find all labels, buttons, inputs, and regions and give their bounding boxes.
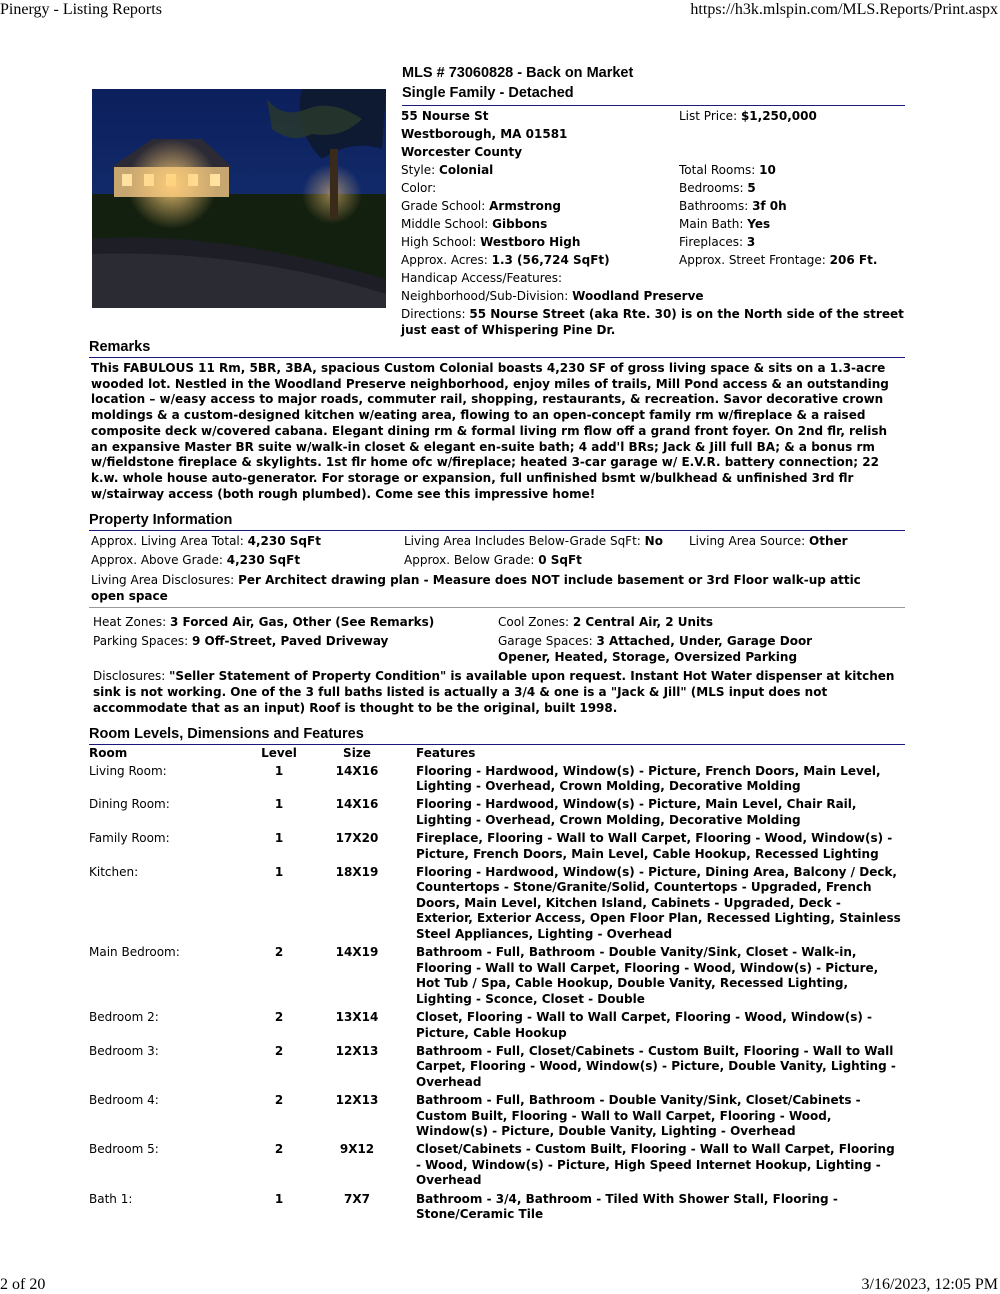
table-row xyxy=(89,1192,901,1226)
room-level: 1 xyxy=(274,864,284,879)
living-total-value: 4,230 SqFt xyxy=(247,534,321,548)
address-city: Westborough, MA 01581 xyxy=(401,127,568,141)
grade-school-label: Grade School: xyxy=(401,199,486,213)
fireplaces-value: 3 xyxy=(746,235,756,249)
total-rooms-value: 10 xyxy=(759,163,776,177)
neighborhood-label: Neighborhood/Sub-Division: xyxy=(401,289,569,303)
room-col-header: Room xyxy=(89,746,128,760)
room-name: Bedroom 4: xyxy=(89,1092,159,1107)
above-grade xyxy=(91,552,300,568)
room-size: 12X13 xyxy=(335,1092,379,1107)
acres-value: 1.3 (56,724 SqFt) xyxy=(491,253,610,267)
room-features: Flooring - Hardwood, Window(s) - Picture, Dining Area, Balcony / Deck, Countertops - Stone/Granite/Solid, Countertops - Upgraded, French Doors, Main Level, Kitchen Island, Cabinets - Upgraded, Deck - Exterior, Exterior Access, Open Floor Plan, Recessed Lighting, Stainless Steel Appliances, Lighting - Overhead xyxy=(416,864,901,942)
table-row xyxy=(89,1044,901,1093)
room-level: 2 xyxy=(274,1092,284,1107)
remarks-text: This FABULOUS 11 Rm, 5BR, 3BA, spacious Custom Colonial boasts 4,230 SF of gross living space & sits on a 1.3-acre wooded lot. Nestled in the Woodland Preserve neighborhood, enjoy miles of trails, Mill Pond access & an outstanding location – w/easy access to major roads, commuter rail, shopping, restaurants, & recreation. Savor decorative crown moldings & a custom-designed kitchen w/eating area, flowing to an open-concept family rm w/fireplace & a raised composite deck w/covered cabana. Elegant dining rm & formal living rm flow off a grand front foyer. On 2nd flr, relish an expansive Master BR suite w/walk-in closet & elegant en-suite bath; 4 add'l BRs; Jack & Jill full BA; & a bonus rm w/fieldstone fireplace & skylights. 1st flr home ofc w/fireplace; heated 3-car garage w/ E.V.R. battery connection; 22 k.w. whole house auto-generator. For storage or expansion, full unfinished bsmt w/bulkhead & unfinished 3rd flr w/stairway access (both rough plumbed). Come see this impressive home! xyxy=(91,361,889,501)
source-value: Other xyxy=(809,534,848,548)
rooms-title: Room Levels, Dimensions and Features xyxy=(89,726,905,745)
address-county: Worcester County xyxy=(401,145,523,159)
table-row xyxy=(89,831,901,865)
below-grade xyxy=(404,552,582,568)
above-grade-value: 4,230 SqFt xyxy=(226,553,301,567)
property-info-title: Property Information xyxy=(89,512,905,531)
style-value: Colonial xyxy=(439,163,494,177)
room-features: Bathroom - Full, Closet/Cabinets - Custom Built, Flooring - Wall to Wall Carpet, Flooring - Wood, Window(s) - Picture, Double Vanity, Lighting - Overhead xyxy=(416,1043,896,1089)
below-grade-incl-label: Living Area Includes Below-Grade SqFt: xyxy=(404,534,641,548)
room-size: 17X20 xyxy=(335,830,379,845)
address-street: 55 Nourse St xyxy=(401,109,489,123)
room-name: Living Room: xyxy=(89,763,167,778)
living-area-disclosures xyxy=(91,572,881,604)
below-grade-included xyxy=(404,533,663,549)
property-photo xyxy=(92,89,386,308)
room-size: 12X13 xyxy=(335,1043,379,1058)
disclosures-la-label: Living Area Disclosures: xyxy=(91,573,235,587)
table-row xyxy=(89,1093,901,1142)
room-name: Bedroom 2: xyxy=(89,1010,159,1024)
print-header-url: https://h3k.mlspin.com/MLS.Reports/Print.aspx xyxy=(690,1,998,18)
mls-number-status: MLS # 73060828 - Back on Market xyxy=(402,65,634,81)
table-row xyxy=(89,865,901,945)
room-features: Bathroom - 3/4, Bathroom - Tiled With Shower Stall, Flooring - Stone/Ceramic Tile xyxy=(416,1191,838,1222)
property-type: Single Family - Detached xyxy=(402,85,574,101)
room-name: Kitchen: xyxy=(89,864,139,879)
listing-details xyxy=(401,107,905,338)
room-level: 1 xyxy=(274,797,284,812)
heat-value: 3 Forced Air, Gas, Other (See Remarks) xyxy=(169,615,435,629)
page-number: 2 of 20 xyxy=(0,1276,46,1293)
middle-school-value: Gibbons xyxy=(492,217,548,231)
table-row xyxy=(89,764,901,798)
room-size: 14X19 xyxy=(335,945,379,960)
room-level: 2 xyxy=(274,1010,284,1024)
room-features: Closet, Flooring - Wall to Wall Carpet, Flooring - Wood, Window(s) - Picture, Cable Hookup xyxy=(416,1010,873,1040)
bathrooms-value: 3f 0h xyxy=(752,199,787,213)
parking-label: Parking Spaces: xyxy=(93,634,189,648)
list-price-label: List Price: xyxy=(679,109,738,123)
table-row xyxy=(89,1010,901,1044)
rooms-table xyxy=(89,746,901,1225)
garage-value: 3 Attached, Under, Garage Door Opener, Heated, Storage, Oversized Parking xyxy=(498,634,813,664)
room-level: 1 xyxy=(274,763,284,778)
room-size: 14X16 xyxy=(335,763,379,778)
cool-zones xyxy=(498,614,713,630)
grade-school-value: Armstrong xyxy=(489,199,561,213)
parking-spaces xyxy=(93,633,388,649)
living-area-source xyxy=(689,533,848,549)
neighborhood-value: Woodland Preserve xyxy=(572,289,704,303)
parking-value: 9 Off-Street, Paved Driveway xyxy=(192,634,389,648)
room-features: Bathroom - Full, Bathroom - Double Vanity/Sink, Closet/Cabinets - Custom Built, Flooring - Wall to Wall Carpet, Flooring - Wood, Window(s) - Picture, Double Vanity, Lighting - Overhead xyxy=(416,1092,861,1139)
divider xyxy=(89,607,905,608)
disclosures-label: Disclosures: xyxy=(93,669,166,683)
room-name: Dining Room: xyxy=(89,797,170,812)
color-label: Color: xyxy=(401,181,437,195)
room-features: Bathroom - Full, Bathroom - Double Vanity/Sink, Closet - Walk-in, Flooring - Wall to Wall Carpet, Flooring - Wood, Window(s) - Picture, Hot Tub / Spa, Cable Hookup, Double Vanity, Recessed Lighting, Lighting - Sconce, Closet - Double xyxy=(416,945,879,1006)
room-name: Bath 1: xyxy=(89,1191,133,1206)
bathrooms-label: Bathrooms: xyxy=(679,199,749,213)
room-level: 2 xyxy=(274,945,284,960)
below-grade-label: Approx. Below Grade: xyxy=(404,553,535,567)
heat-label: Heat Zones: xyxy=(93,615,167,629)
frontage-label: Approx. Street Frontage: xyxy=(679,253,826,267)
room-name: Main Bedroom: xyxy=(89,945,180,960)
high-school-value: Westboro High xyxy=(480,235,581,249)
living-total-label: Approx. Living Area Total: xyxy=(91,534,244,548)
fireplaces-label: Fireplaces: xyxy=(679,235,743,249)
listing-title xyxy=(402,63,905,106)
living-area-total xyxy=(91,533,403,549)
garage-spaces xyxy=(498,633,868,665)
size-col-header: Size xyxy=(343,746,371,760)
acres-label: Approx. Acres: xyxy=(401,253,488,267)
bedrooms-label: Bedrooms: xyxy=(679,181,744,195)
directions-value: 55 Nourse Street (aka Rte. 30) is on the North side of the street just east of Whispering Pine Dr. xyxy=(401,307,904,337)
room-size: 13X14 xyxy=(335,1010,379,1024)
garage-label: Garage Spaces: xyxy=(498,634,593,648)
remarks-title: Remarks xyxy=(89,339,905,358)
room-size: 14X16 xyxy=(335,797,379,812)
room-name: Family Room: xyxy=(89,830,170,845)
room-level: 1 xyxy=(274,830,284,845)
main-bath-label: Main Bath: xyxy=(679,217,744,231)
above-grade-label: Approx. Above Grade: xyxy=(91,553,223,567)
room-level: 2 xyxy=(274,1142,284,1157)
cool-label: Cool Zones: xyxy=(498,615,570,629)
bedrooms-value: 5 xyxy=(747,181,756,195)
room-size: 9X12 xyxy=(339,1142,375,1157)
below-grade-value: 0 SqFt xyxy=(538,553,582,567)
room-features: Closet/Cabinets - Custom Built, Flooring - Wall to Wall Carpet, Flooring - Wood, Window(s) - Picture, High Speed Internet Hookup, Lighting - Overhead xyxy=(416,1142,895,1188)
source-label: Living Area Source: xyxy=(689,534,806,548)
table-row xyxy=(89,1142,901,1191)
room-size: 18X19 xyxy=(335,864,379,879)
style-label: Style: xyxy=(401,163,436,177)
room-level: 2 xyxy=(274,1043,284,1058)
table-row xyxy=(89,797,901,831)
disclosures-la-value: Per Architect drawing plan - Measure does NOT include basement or 3rd Floor walk-up attic open space xyxy=(91,573,861,603)
room-features: Flooring - Hardwood, Window(s) - Picture, French Doors, Main Level, Lighting - Overhead, Crown Molding, Decorative Molding xyxy=(416,763,881,794)
table-row xyxy=(89,945,901,1010)
high-school-label: High School: xyxy=(401,235,477,249)
room-name: Bedroom 5: xyxy=(89,1142,159,1157)
level-col-header: Level xyxy=(261,746,297,760)
handicap-label: Handicap Access/Features: xyxy=(401,271,563,285)
main-bath-value: Yes xyxy=(747,217,771,231)
print-header-title: Pinergy - Listing Reports xyxy=(0,1,162,18)
room-size: 7X7 xyxy=(344,1191,370,1206)
heat-zones xyxy=(93,614,434,630)
list-price-value: $1,250,000 xyxy=(740,109,817,123)
middle-school-label: Middle School: xyxy=(401,217,489,231)
rooms-header-row xyxy=(89,746,901,764)
room-features: Flooring - Hardwood, Window(s) - Picture, Main Level, Chair Rail, Lighting - Overhead, Crown Molding, Decorative Molding xyxy=(416,797,857,827)
house-night-photo xyxy=(92,89,386,308)
room-features: Fireplace, Flooring - Wall to Wall Carpet, Flooring - Wood, Window(s) - Picture, French Doors, Main Level, Cable Hookup, Recessed Lighting xyxy=(416,830,893,861)
disclosures-value: "Seller Statement of Property Condition" is available upon request. Instant Hot Water dispenser at kitchen sink is not working. One of the 3 full baths listed is actually a 3/4 & one is a "Jack & Jill" (MLS input does not accommodate that as an input) Roof is thought to be the original, built 1998. xyxy=(93,669,895,715)
room-name: Bedroom 3: xyxy=(89,1043,159,1058)
directions-label: Directions: xyxy=(401,307,466,321)
total-rooms-label: Total Rooms: xyxy=(679,163,756,177)
print-timestamp: 3/16/2023, 12:05 PM xyxy=(861,1276,998,1293)
cool-value: 2 Central Air, 2 Units xyxy=(572,615,714,629)
below-grade-incl-value: No xyxy=(644,534,663,548)
frontage-value: 206 Ft. xyxy=(829,253,878,267)
disclosures xyxy=(93,668,901,716)
room-level: 1 xyxy=(274,1191,284,1206)
features-col-header: Features xyxy=(416,746,476,760)
